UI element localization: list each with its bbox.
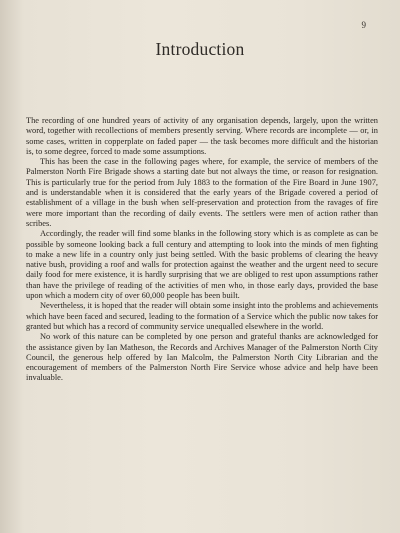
page-number: 9 bbox=[361, 20, 366, 30]
paragraph-1: The recording of one hundred years of activity of any organisation depends, largely, upon the written word, together with recollections of members presently serving. Where records are incomplete — or, in some cases, written in copperplate on faded paper — the task becomes more difficult and the historian is, to some degree, forced to made some assumptions. bbox=[26, 116, 378, 156]
page-title: Introduction bbox=[155, 39, 245, 59]
paragraph-5: No work of this nature can be completed by one person and grateful thanks are acknowledged for the assistance given by Ian Matheson, the Records and Archives Manager of the Palmerston North City Council, the generous help offered by Ian Malcolm, the Palmerston North City Librarian and the encouragement of members of the Palmerston North Fire Service whose advice and help have been invaluable. bbox=[26, 332, 378, 383]
paragraph-3: Accordingly, the reader will find some blanks in the following story which is as complete as can be possible by someone looking back a full century and attempting to look into the minds of men fighting to make a new life in a country only just being settled. With the basic problems of clearing the heavy native bush, providing a roof and walls for protection against the weather and the urgent need to secure daily food for mere existence, it is hardly surprising that we are obliged to rest upon assumptions rather than have the privilege of reading of the activities of men who, in those early days, provided the base upon which a modern city of over 60,000 people has been built. bbox=[26, 229, 378, 301]
body-text bbox=[26, 116, 378, 384]
paragraph-4: Nevertheless, it is hoped that the reader will obtain some insight into the problems and achievements which have been faced and secured, leading to the formation of a Service which the public now takes for granted but which has a record of community service unequalled elsewhere in the world. bbox=[26, 301, 378, 331]
paragraph-2: This has been the case in the following pages where, for example, the service of members of the Palmerston North Fire Brigade shows a starting date but not always the time, or reason for resignation. This is particularly true for the period from July 1883 to the formation of the Fire Board in June 1907, and is understandable when it is considered that the early years of the Brigade covered a period of establishment of a village in the bush when self-preservation and protection from the ravages of fire were more important than the recording of daily events. The settlers were men of action rather than scribes. bbox=[26, 157, 378, 228]
